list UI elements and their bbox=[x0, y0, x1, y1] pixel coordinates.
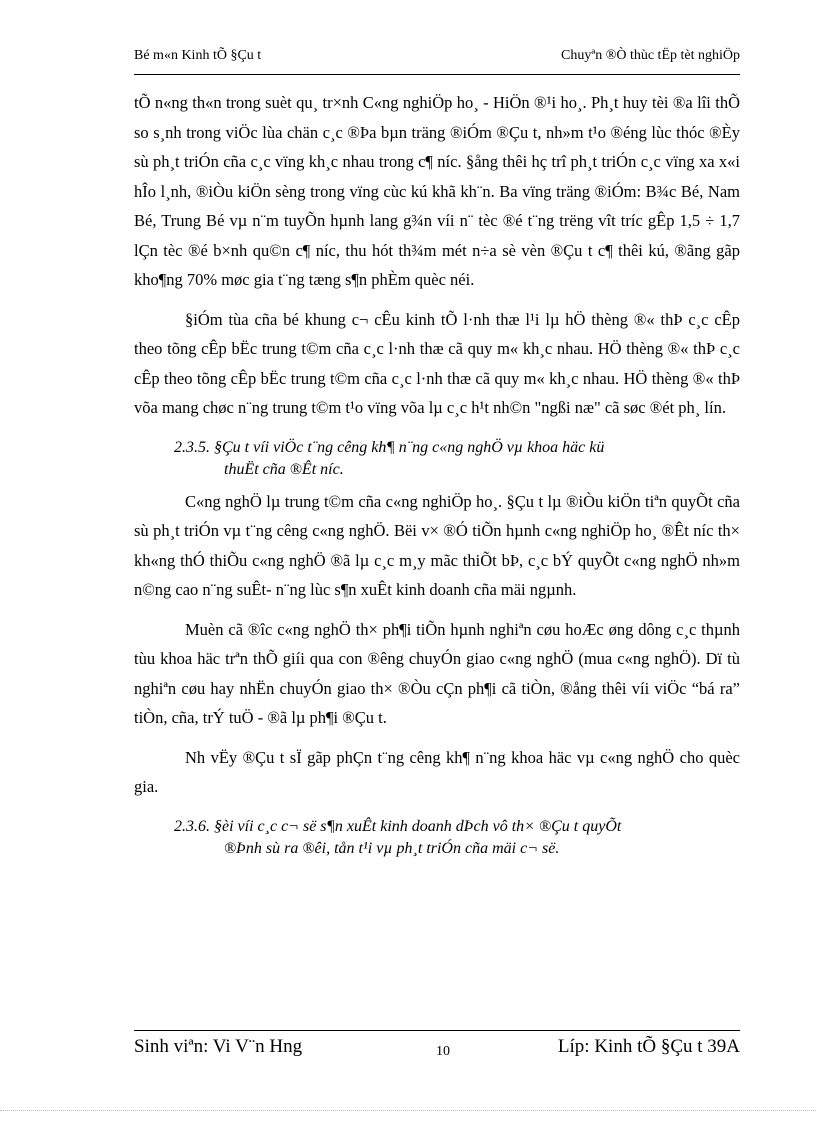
section-heading-2-3-6-line1: 2.3.6. §èi víi c¸c c¬ së s¶n xuÊt kinh doanh dÞch vô th× ®Çu t quyÕt bbox=[174, 817, 622, 835]
paragraph-4: Muèn cã ®îc c«ng nghÖ th× ph¶i tiÕn hµnh nghiªn cøu hoÆc øng dông c¸c thµnh tùu khoa häc trªn thÕ giíi qua con ®êng chuyÓn giao c«ng nghÖ (mua c«ng nghÖ). Dï tù nghiªn cøu hay nhËn chuyÓn giao th× ®Òu cÇn ph¶i cã tiÒn, ®ång thêi víi viÖc “bá ra” tiÒn, cña, trÝ tuÖ - ®ã lµ ph¶i ®Çu t. bbox=[134, 619, 740, 727]
section-heading-2-3-6 bbox=[134, 816, 740, 860]
footer-student: Sinh viªn: Vi V¨n Hng bbox=[134, 1036, 303, 1057]
page-footer bbox=[134, 1036, 740, 1066]
paragraph-2: §iÓm tùa cña bé khung c¬ cÊu kinh tÕ l·nh thæ l¹i lµ hÖ thèng ®« thÞ c¸c cÊp theo tõng cÊp bËc trung t©m cña c¸c l·nh thæ cã quy m« kh¸c nhau. HÖ thèng ®« thÞ c¸c cÊp theo tõng cÊp bËc trung t©m cña c¸c l·nh thæ cã quy m« kh¸c nhau. HÖ thèng ®« thÞ võa mang chøc n¨ng trung t©m t¹o vïng võa lµ c¸c h¹t nh©n "ngßi næ" cã søc ®ét ph¸ lín. bbox=[134, 309, 740, 417]
header-report-title: Chuyªn ®Ò thùc tËp tèt nghiÖp bbox=[561, 48, 740, 63]
paragraph-1: tÕ n«ng th«n trong suèt qu¸ tr×nh C«ng nghiÖp ho¸ - HiÖn ®¹i ho¸. Ph¸t huy tèi ®a lîi thÕ so s¸nh trong viÖc lùa chän c¸c ®Þa bµn träng ®iÓm ®Çu t, nh»m t¹o ®éng lùc thóc ®Èy sù ph¸t triÓn cña c¸c vïng kh¸c nhau trong c¶ níc. §ång thêi hç trî ph¸t triÓn c¸c vïng xa x«i hÎo l¸nh, ®iÒu kiÖn sèng trong vïng cùc kú khã kh¨n. Ba vïng träng ®iÓm: B¾c Bé, Nam Bé, Trung Bé vµ n¨m tuyÕn hµnh lang g¾n víi n¨ tèc ®é t¨ng trëng vît tríc gÊp 1,5 ÷ 1,7 lÇn tèc ®é b×nh qu©n c¶ níc, thu hót th¾m mét n÷a sè vèn ®Çu t c¶ thêi kú, ®ãng gãp kho¶ng 70% møc gia t¨ng tæng s¶n phÈm quèc néi. bbox=[134, 93, 740, 289]
section-heading-2-3-5-line2: thuËt cña ®Êt níc. bbox=[224, 460, 344, 478]
section-heading-2-3-5-line1: 2.3.5. §Çu t víi viÖc t¨ng cêng kh¶ n¨ng c«ng nghÖ vµ khoa häc kü bbox=[174, 438, 605, 456]
page-body bbox=[134, 88, 740, 860]
section-heading-2-3-5 bbox=[134, 437, 740, 481]
page-header bbox=[134, 44, 740, 70]
paragraph-3: C«ng nghÖ lµ trung t©m cña c«ng nghiÖp ho¸. §Çu t lµ ®iÒu kiÖn tiªn quyÕt cña sù ph¸t triÓn vµ t¨ng cêng c«ng nghÖ. Bëi v× ®Ó tiÕn hµnh c«ng nghiÖp ho¸ ®Êt níc th× kh«ng thÓ thiÕu c«ng nghÖ ®ã lµ c¸c m¸y mãc thiÕt bÞ, c¸c bÝ quyÕt c«ng nghÖ nh»m n©ng cao n¨ng suÊt- n¨ng lùc s¶n xuÊt kinh doanh cña mäi ngµnh. bbox=[134, 491, 740, 599]
page-bottom-dotted-line bbox=[0, 1110, 816, 1111]
footer-rule bbox=[134, 1030, 740, 1031]
header-rule bbox=[134, 74, 740, 75]
page-number: 10 bbox=[436, 1044, 450, 1059]
footer-class: Líp: Kinh tÕ §Çu t 39A bbox=[557, 1036, 740, 1057]
paragraph-5: Nh vËy ®Çu t sÏ gãp phÇn t¨ng cêng kh¶ n¨ng khoa häc vµ c«ng nghÖ cho quèc gia. bbox=[134, 747, 740, 796]
header-department: Bé m«n Kinh tÕ §Çu t bbox=[134, 48, 262, 63]
section-heading-2-3-6-line2: ®Þnh sù ra ®êi, tån t¹i vµ ph¸t triÓn cña mäi c¬ së. bbox=[224, 839, 560, 857]
